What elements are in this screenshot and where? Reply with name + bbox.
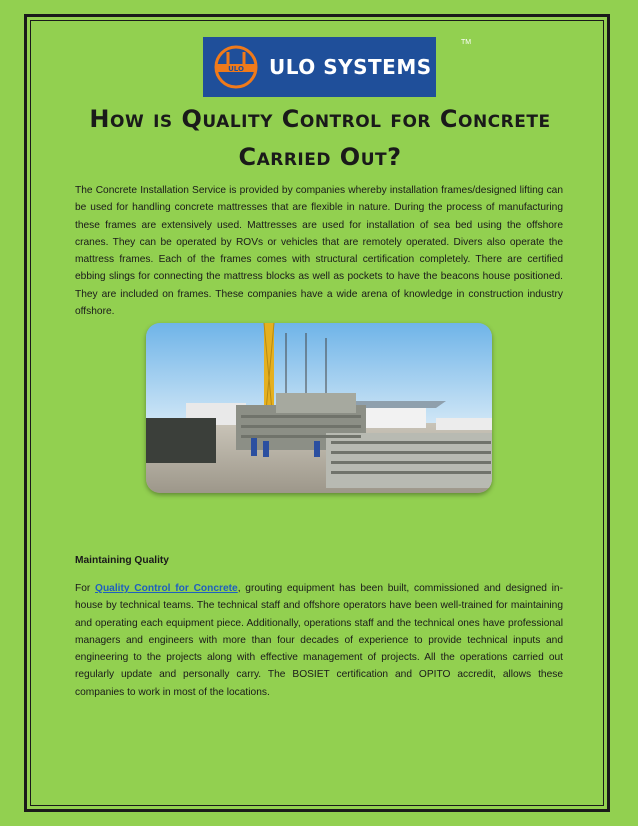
brand-name: ULO SYSTEMS: [269, 55, 432, 79]
page-title: How is Quality Control for Concrete Carried Out?: [89, 105, 551, 171]
logo-mark-letters: ULO: [228, 65, 244, 73]
brand-logo: [203, 37, 472, 97]
section-lead-text: For: [75, 583, 96, 594]
section-heading: Maintaining Quality: [75, 555, 169, 566]
intro-paragraph: The Concrete Installation Service is provided by companies whereby installation frames/designed lifting can be used for handling concrete mattresses that are flexible in nature. During the process of manufacturing these frames are extensively used. Mattresses are used for installation of sea bed using the offshore cranes. They can be operated by ROVs or vehicles that are remotely operated. Divers also operate the mattress frames. Each of the frames comes with structural certification completely. There are certified ebbing slings for connecting the mattress blocks as well as pockets to have the beacons house positioned. They are included on frames. These companies have a wide arena of knowledge in construction industry offshore.: [75, 185, 563, 318]
section-body-text: , grouting equipment has been built, commissioned and designed in-house by technical teams. The technical staff and offshore operators have been well-trained for maintaining and operating each equipment piece. Additionally, operations staff and the technical ones have professional managers and engineers with more than four decades of experience to provide technical inputs and engineering to the projects along with effective management of projects. All the operations carried out regularly update and personally carry. The BOSIET certification and OPITO accredit, allows these companies to work in most of the locations.: [75, 583, 563, 698]
concrete-mattress-yard-photo: [146, 323, 492, 493]
section-paragraph: [75, 580, 563, 701]
trademark-symbol: TM: [461, 39, 472, 46]
ulo-logo-icon: [213, 44, 259, 90]
quality-control-link[interactable]: Quality Control for Concrete: [95, 583, 238, 594]
